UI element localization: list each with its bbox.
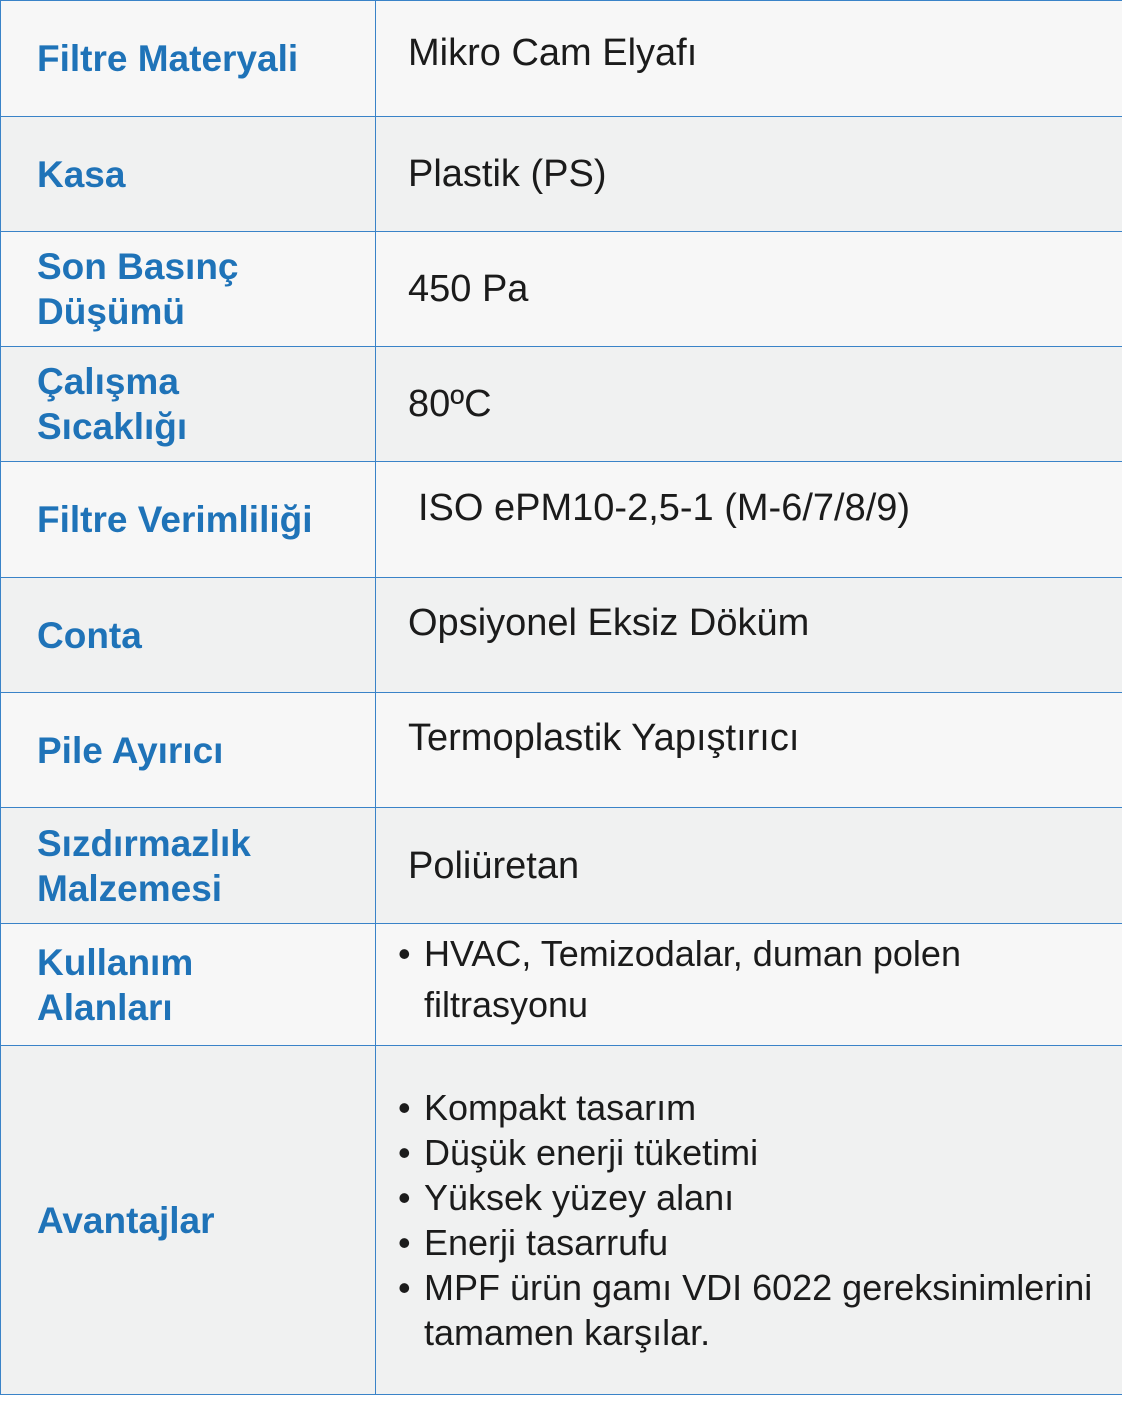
spec-label-cell <box>1 693 376 808</box>
spec-row-application-areas <box>1 924 1122 1046</box>
spec-value-cell <box>376 462 1122 578</box>
list-item-text: Düşük enerji tüketimi <box>424 1132 759 1173</box>
spec-label-cell <box>1 1046 376 1395</box>
bullet-icon: • <box>398 1222 411 1263</box>
spec-row-operating-temperature <box>1 347 1122 462</box>
spec-value-cell <box>376 693 1122 808</box>
spec-label: Kullanım Alanları <box>37 941 194 1028</box>
spec-label-cell <box>1 808 376 924</box>
spec-label: Pile Ayırıcı <box>37 729 224 771</box>
spec-label: Conta <box>37 614 142 656</box>
list-item-text: Kompakt tasarım <box>424 1087 697 1128</box>
spec-value: ISO ePM10-2,5-1 (M-6/7/8/9) <box>418 486 911 529</box>
spec-label-cell <box>1 924 376 1046</box>
spec-value-cell <box>376 924 1122 1046</box>
spec-label-cell <box>1 578 376 693</box>
list-item-text: Enerji tasarrufu <box>424 1222 669 1263</box>
spec-row-filter-material <box>1 1 1122 117</box>
spec-row-final-pressure-drop <box>1 232 1122 347</box>
list-item-text: Yüksek yüzey alanı <box>424 1177 735 1218</box>
list-item-text: MPF ürün gamı VDI 6022 gereksinimlerini tamamen karşılar. <box>424 1267 1093 1353</box>
spec-label-cell <box>1 117 376 232</box>
spec-label: Avantajlar <box>37 1199 215 1241</box>
spec-value-cell <box>376 117 1122 232</box>
spec-value: 450 Pa <box>408 268 529 310</box>
spec-value-cell <box>376 1046 1122 1395</box>
spec-row-gasket <box>1 578 1122 693</box>
spec-value: Poliüretan <box>408 844 580 887</box>
spec-row-pleat-separator <box>1 693 1122 808</box>
spec-label: Son Basınç Düşümü <box>37 246 239 332</box>
spec-label: Çalışma Sıcaklığı <box>37 361 188 447</box>
spec-row-advantages <box>1 1046 1122 1395</box>
application-areas-list <box>398 928 1098 1030</box>
spec-value-cell <box>376 232 1122 347</box>
spec-label-cell <box>1 232 376 347</box>
bullet-icon: • <box>398 1087 411 1128</box>
spec-row-sealing-material <box>1 808 1122 924</box>
bullet-icon: • <box>398 1177 411 1218</box>
spec-value: Termoplastik Yapıştırıcı <box>408 717 800 759</box>
spec-label: Filtre Verimliliği <box>37 499 313 540</box>
spec-value-cell <box>376 347 1122 462</box>
bullet-icon: • <box>398 932 411 974</box>
bullet-icon: • <box>398 1267 411 1308</box>
spec-value: Plastik (PS) <box>408 153 607 195</box>
spec-value-cell <box>376 578 1122 693</box>
list-item <box>398 1175 1098 1220</box>
spec-row-casing <box>1 117 1122 232</box>
spec-value-cell <box>376 1 1122 117</box>
spec-label-cell <box>1 1 376 117</box>
spec-value: Opsiyonel Eksiz Döküm <box>408 602 810 644</box>
spec-label: Kasa <box>37 153 126 195</box>
list-item <box>398 1085 1098 1130</box>
spec-label-cell <box>1 462 376 578</box>
list-item <box>398 1130 1098 1175</box>
spec-label: Filtre Materyali <box>37 38 299 79</box>
spec-value: 80ºC <box>408 383 492 425</box>
list-item <box>398 1220 1098 1265</box>
spec-label: Sızdırmazlık Malzemesi <box>37 822 251 909</box>
list-item <box>398 928 1098 1030</box>
spec-value-cell <box>376 808 1122 924</box>
bullet-icon: • <box>398 1132 411 1173</box>
list-item <box>398 1265 1098 1355</box>
list-item-text: HVAC, Temizodalar, duman polen filtrasyonu <box>424 932 961 1025</box>
advantages-list <box>398 1085 1098 1355</box>
spec-row-filter-efficiency <box>1 462 1122 578</box>
spec-label-cell <box>1 347 376 462</box>
spec-value: Mikro Cam Elyafı <box>408 31 698 74</box>
